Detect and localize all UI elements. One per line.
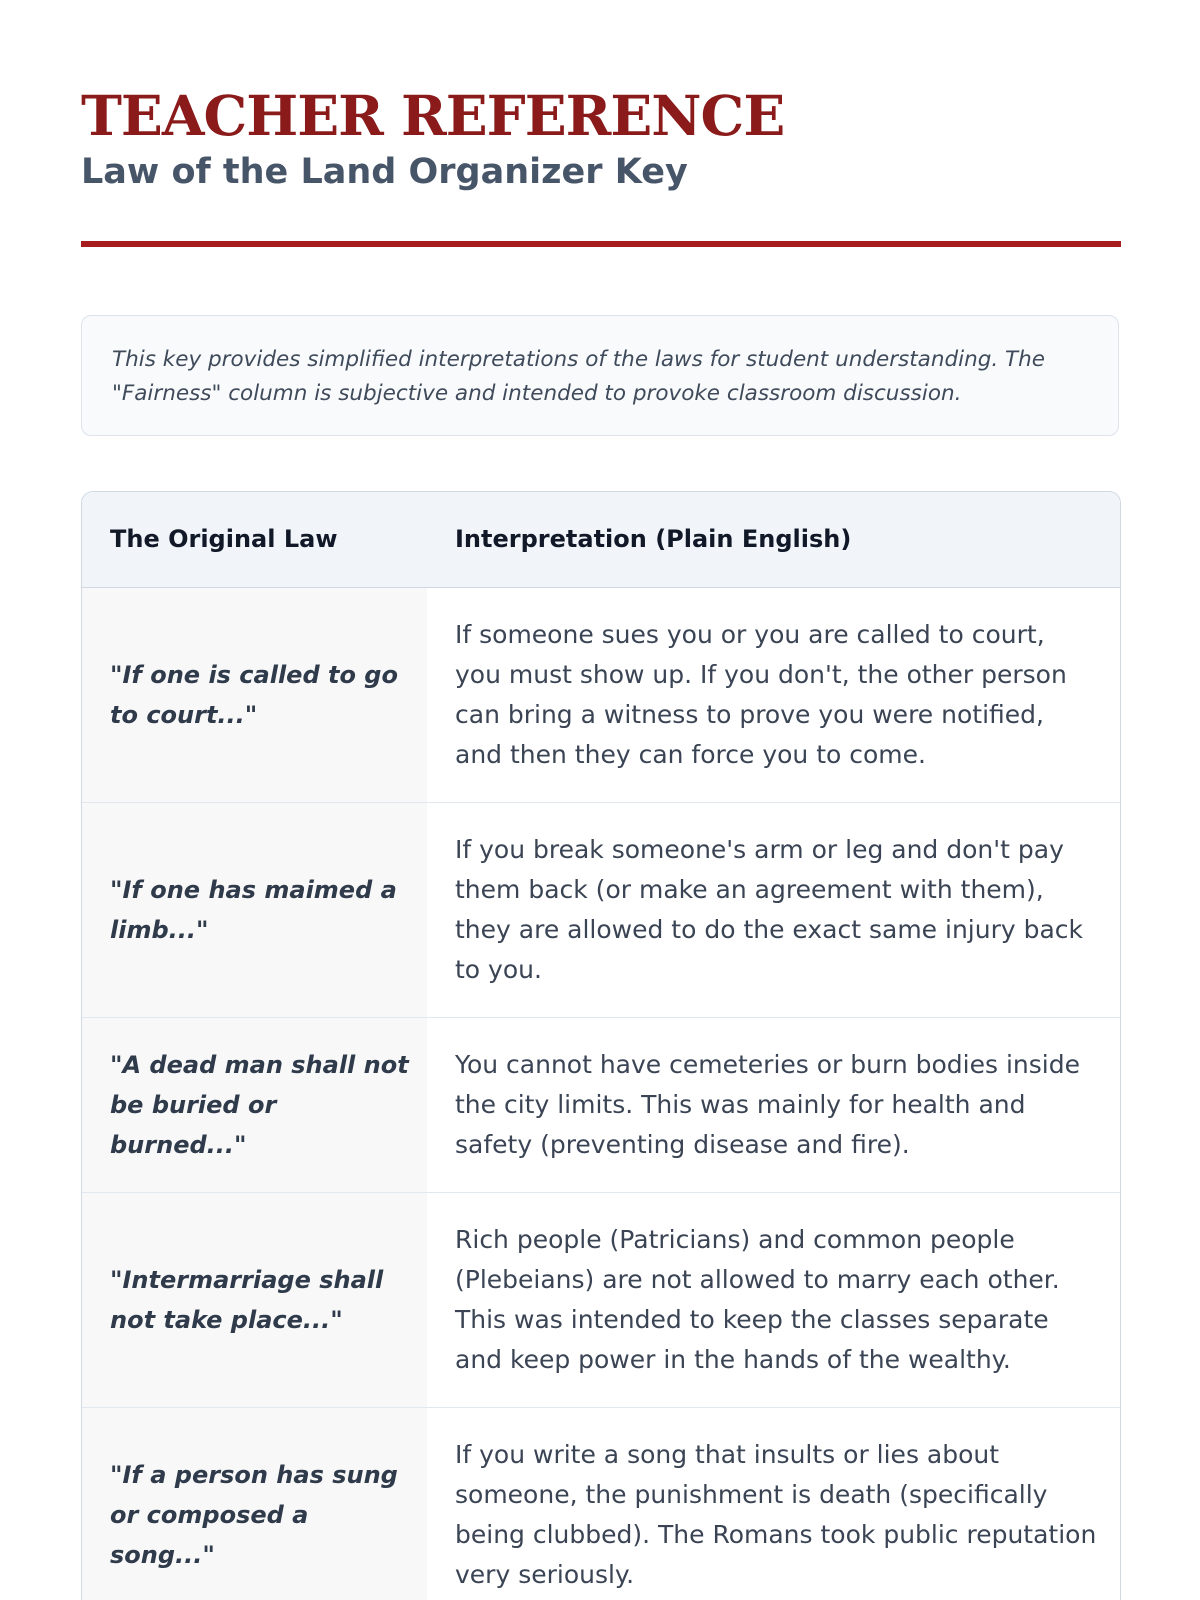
table-row <box>82 1017 1120 1192</box>
teacher-note-text: This key provides simplified interpretations of the laws for student understanding. The "Fairness" column is subjective and intended to provoke classroom discussion. <box>112 347 1046 406</box>
interpretation-cell: If you write a song that insults or lies about someone, the punishment is death (specifically being clubbed). The Romans took public reputation very seriously. <box>455 1439 1097 1589</box>
table-row <box>82 587 1120 802</box>
original-law-cell: "A dead man shall not be buried or burned..." <box>82 1017 427 1192</box>
original-law-cell: "Intermarriage shall not take place..." <box>82 1192 427 1407</box>
interpretation-cell: If you break someone's arm or leg and don't pay them back (or make an agreement with them), they are allowed to do the exact same injury back to you. <box>455 834 1084 984</box>
column-header-interpretation: Interpretation (Plain English) <box>427 492 1120 587</box>
original-law-cell: "If one has maimed a limb..." <box>82 802 427 1017</box>
page-title: TEACHER REFERENCE <box>81 83 785 148</box>
laws-table <box>82 492 1120 1600</box>
teacher-note-box <box>81 315 1119 436</box>
page-subtitle: Law of the Land Organizer Key <box>81 152 688 192</box>
column-header-original-law: The Original Law <box>82 492 427 587</box>
original-law-cell: "If a person has sung or composed a song..." <box>82 1407 427 1600</box>
table-row <box>82 802 1120 1017</box>
interpretation-cell: Rich people (Patricians) and common people (Plebeians) are not allowed to marry each other. This was intended to keep the classes separate and keep power in the hands of the wealthy. <box>455 1224 1060 1374</box>
interpretation-cell: You cannot have cemeteries or burn bodies inside the city limits. This was mainly for health and safety (preventing disease and fire). <box>455 1049 1080 1159</box>
interpretation-cell: If someone sues you or you are called to court, you must show up. If you don't, the other person can bring a witness to prove you were notified, and then they can force you to come. <box>455 619 1067 769</box>
table-header-row <box>82 492 1120 587</box>
document-header <box>81 83 1121 192</box>
original-law-cell: "If one is called to go to court..." <box>82 587 427 802</box>
laws-table-container <box>81 491 1121 1600</box>
table-row <box>82 1192 1120 1407</box>
header-divider <box>81 241 1121 247</box>
table-row <box>82 1407 1120 1600</box>
